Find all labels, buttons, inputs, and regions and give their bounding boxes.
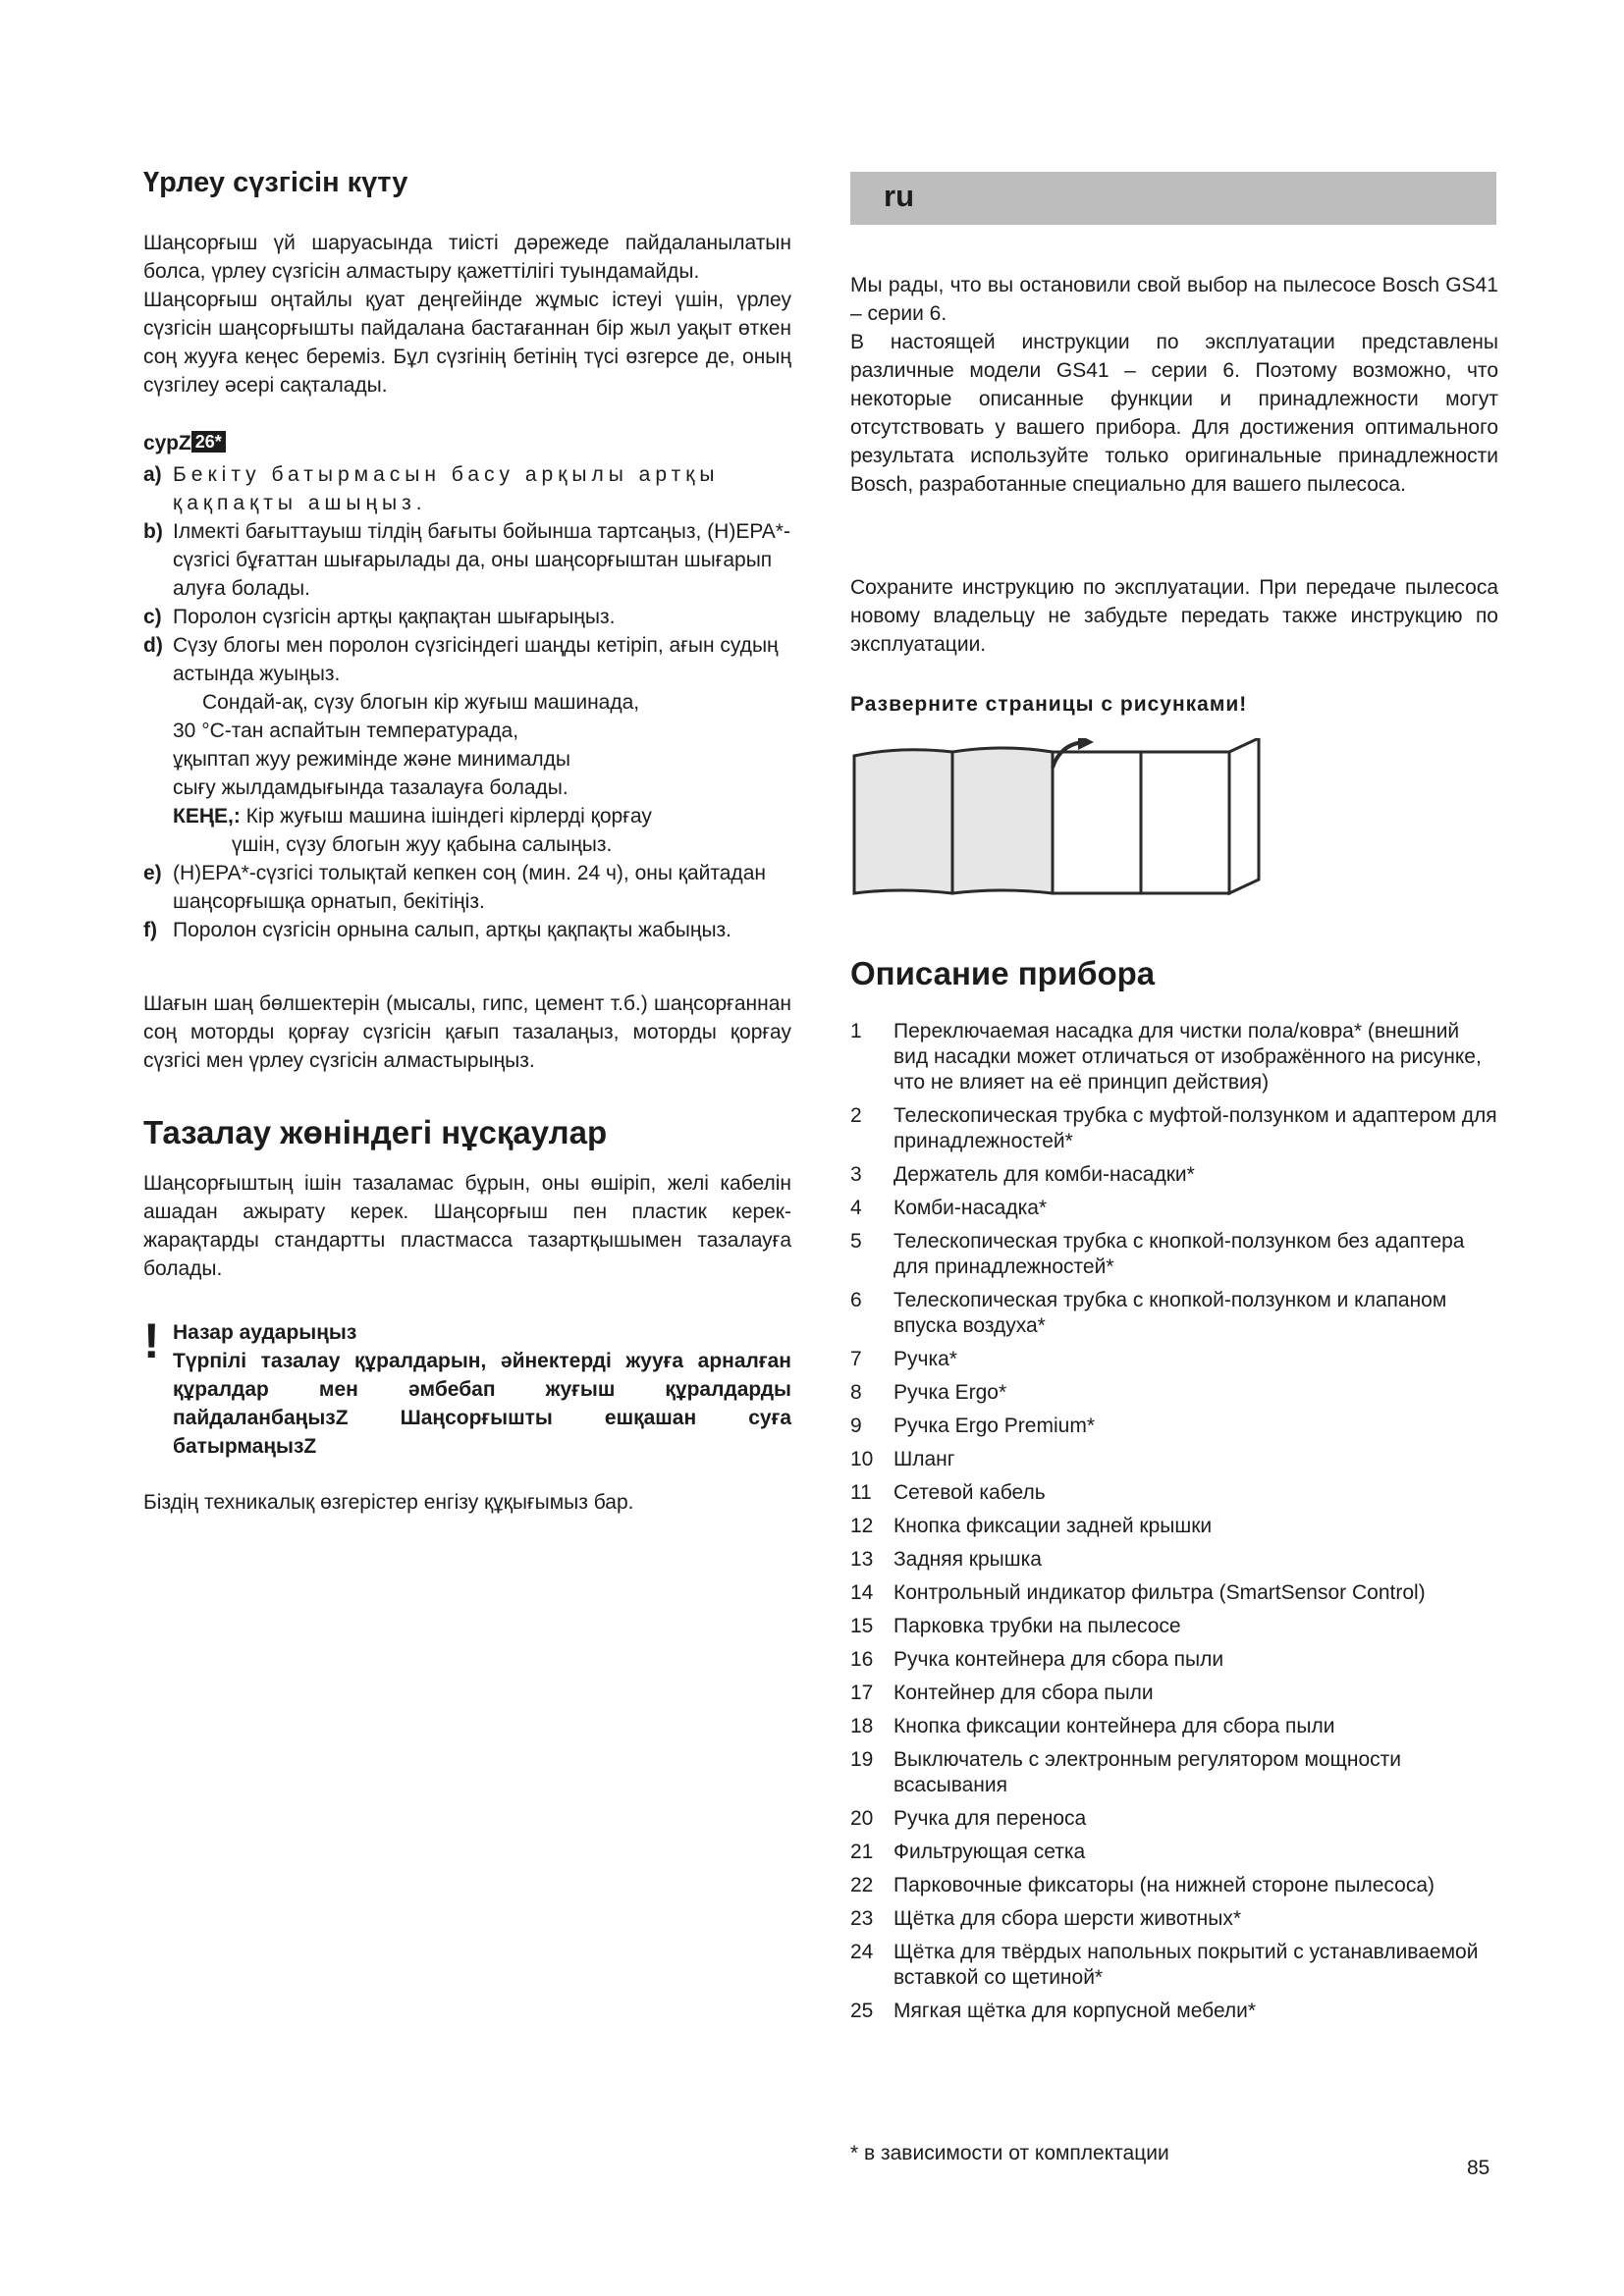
item-number: 18 <box>850 1715 874 1737</box>
list-item <box>850 1547 1498 1573</box>
step-item <box>143 460 791 517</box>
item-number: 1 <box>850 1020 862 1042</box>
item-number: 21 <box>850 1841 874 1863</box>
item-number: 4 <box>850 1197 862 1219</box>
left-column <box>143 147 791 1517</box>
unfold-book-illustration <box>850 738 1263 905</box>
item-text: Телескопическая трубка с кнопкой-ползунком без адаптера для принадлежностей* <box>893 1230 1465 1278</box>
step-item <box>143 603 791 631</box>
step-d-extra-line: ұқыптап жуу режимінде және минималды <box>173 748 570 771</box>
step-text: Поролон сүзгісін артқы қақпақтан шығарыңыз. <box>173 606 616 628</box>
step-text: Поролон сүзгісін орнына салып, артқы қақпақты жабыңыз. <box>173 919 732 941</box>
item-number: 8 <box>850 1381 862 1404</box>
steps-list <box>143 460 791 944</box>
item-text: Ручка контейнера для сбора пыли <box>893 1648 1224 1671</box>
item-number: 14 <box>850 1581 874 1604</box>
unfold-pages-label: Разверните страницы с рисунками! <box>850 693 1248 716</box>
parts-list <box>850 1019 1498 2032</box>
tech-changes-note: Біздің техникалық өзгерістер енгізу құқығымыз бар. <box>143 1491 634 1514</box>
item-number: 15 <box>850 1615 874 1637</box>
tip-text: Кір жуғыш машина ішіндегі кірлерді қорғау <box>245 805 652 828</box>
item-text: Сетевой кабель <box>893 1481 1046 1504</box>
item-text: Задняя крышка <box>893 1548 1042 1571</box>
step-item <box>143 916 791 944</box>
list-item <box>850 1647 1498 1673</box>
item-number: 5 <box>850 1230 862 1253</box>
list-item <box>850 1288 1498 1339</box>
item-number: 19 <box>850 1748 874 1771</box>
step-text: Сүзу блогы мен поролон сүзгісіндегі шаңды кетіріп, ағын судың астында жуыңыз. <box>173 634 779 685</box>
figure-ref-prefix: сурZ <box>143 432 191 454</box>
item-text: Контрольный индикатор фильтра (SmartSensor Control) <box>893 1581 1426 1604</box>
item-number: 17 <box>850 1682 874 1704</box>
step-label: f) <box>143 919 157 941</box>
item-number: 10 <box>850 1448 874 1470</box>
list-item <box>850 1999 1498 2024</box>
section-title-filter-care: Үрлеу сүзгісін күту <box>143 167 408 198</box>
section-title-cleaning: Тазалау жөніндегі нұсқаулар <box>143 1114 608 1150</box>
list-item <box>850 1614 1498 1639</box>
item-text: Кнопка фиксации задней крышки <box>893 1515 1213 1537</box>
list-item <box>850 1380 1498 1406</box>
step-d-extra-line: Сондай-ақ, сүзу блогын кір жуғыш машинада, <box>202 691 640 714</box>
list-item <box>850 1347 1498 1372</box>
list-item <box>850 1580 1498 1606</box>
ru-intro-paragraph: Мы рады, что вы остановили свой выбор на пылесосе Bosch GS41 – серии 6. <box>850 274 1498 325</box>
warning-block <box>143 1313 791 1461</box>
step-d-extra-line: сығу жылдамдығында тазалауға болады. <box>173 776 568 799</box>
list-item <box>850 1196 1498 1221</box>
item-number: 3 <box>850 1163 862 1186</box>
item-text: Шланг <box>893 1448 955 1470</box>
item-text: Выключатель с электронным регулятором мощности всасывания <box>893 1748 1401 1796</box>
item-text: Щётка для твёрдых напольных покрытий с устанавливаемой вставкой со щетиной* <box>893 1941 1479 1989</box>
list-item <box>850 1747 1498 1798</box>
ru-intro <box>850 271 1498 499</box>
item-number: 9 <box>850 1415 862 1437</box>
list-item <box>850 1103 1498 1154</box>
dust-paragraph: Шағын шаң бөлшектерін (мысалы, гипс, цемент т.б.) шаңсорғаннан соң моторды қорғау сүзгісін қағып тазалаңыз, моторды қорғау сүзгісі мен үрлеу сүзгісін алмастырыңыз. <box>143 992 791 1072</box>
item-number: 25 <box>850 2000 874 2022</box>
item-text: Телескопическая трубка с муфтой-ползунком и адаптером для принадлежностей* <box>893 1104 1497 1152</box>
list-item <box>850 1840 1498 1865</box>
list-item <box>850 1480 1498 1506</box>
step-item <box>143 859 791 916</box>
step-text: Ілмекті бағыттауыш тілдің бағыты бойынша тартсаңыз, (H)EPA*-сүзгісі бұғаттан шығарылады да, оны шаңсорғыштан шығарып алуға болады. <box>173 520 790 600</box>
list-item <box>850 1447 1498 1472</box>
list-item <box>850 1873 1498 1898</box>
item-text: Ручка Ergo* <box>893 1381 1007 1404</box>
step-text: (H)EPA*-сүзгісі толықтай кепкен соң (мин. 24 ч), оны қайтадан шаңсорғышқа орнатып, бекітіңіз. <box>173 862 766 913</box>
ru-intro-paragraph-2: В настоящей инструкции по эксплуатации представлены различные модели GS41 – серии 6. Поэтому возможно, что некоторые описанные функции и принадлежности могут отсутствовать у вашего прибора. Для достижения оптимального результата используйте только оригинальные принадлежности Bosch, разработанные специально для вашего пылесоса. <box>850 331 1498 496</box>
item-number: 20 <box>850 1807 874 1830</box>
page-number: 85 <box>1467 2157 1490 2179</box>
step-label: e) <box>143 862 162 884</box>
list-item <box>850 1714 1498 1739</box>
item-text: Ручка Ergo Premium* <box>893 1415 1095 1437</box>
list-item <box>850 1806 1498 1832</box>
list-item <box>850 1162 1498 1188</box>
filter-paragraph: Шаңсорғыш үй шаруасында тиісті дәрежеде пайдаланылатын болса, үрлеу сүзгісін алмастыру қажеттілігі туындамайды. <box>143 232 791 283</box>
step-label: a) <box>143 463 162 486</box>
list-item <box>850 1019 1498 1095</box>
item-number: 23 <box>850 1907 874 1930</box>
step-item <box>143 517 791 603</box>
item-text: Контейнер для сбора пыли <box>893 1682 1154 1704</box>
item-number: 12 <box>850 1515 874 1537</box>
item-text: Щётка для сбора шерсти животных* <box>893 1907 1242 1930</box>
footnote: * в зависимости от комплектации <box>850 2142 1169 2164</box>
warning-text: Түрпілі тазалау құралдарын, әйнектерді жууға арналған құралдар мен әмбебап жуғыш құралдарды пайдаланбаңызZ Шаңсорғышты ешқашан суға батырмаңызZ <box>173 1350 791 1458</box>
figure-ref-badge: 26* <box>191 431 226 453</box>
item-number: 7 <box>850 1348 862 1370</box>
item-number: 22 <box>850 1874 874 1896</box>
item-number: 24 <box>850 1941 874 1963</box>
figure-reference <box>143 431 791 456</box>
warning-title: Назар аударыңыз <box>173 1321 357 1344</box>
list-item <box>850 1229 1498 1280</box>
list-item <box>850 1514 1498 1539</box>
list-item <box>850 1681 1498 1706</box>
tip-text-continued: үшін, сүзу блогын жуу қабына салыңыз. <box>232 833 613 856</box>
list-item <box>850 1414 1498 1439</box>
ru-save-instruction: Сохраните инструкцию по эксплуатации. При передаче пылесоса новому владельцу не забудьте передать также инструкцию по эксплуатации. <box>850 576 1498 656</box>
tip-label: КЕҢЕ,: <box>173 805 241 828</box>
exclamation-icon: ! <box>143 1313 160 1368</box>
item-text: Ручка для переноса <box>893 1807 1087 1830</box>
step-text: Бекіту батырмасын басу арқылы артқы қақпақты ашыңыз. <box>173 463 720 514</box>
item-text: Мягкая щётка для корпусной мебели* <box>893 2000 1257 2022</box>
step-label: c) <box>143 606 162 628</box>
cleaning-paragraph: Шаңсорғыштың ішін тазаламас бұрын, оны өшіріп, желі кабелін ашадан ажырату керек. Шаңсорғыш пен пластик керек-жарақтарды стандартты пластмасса тазартқышымен тазалауға болады. <box>143 1172 791 1280</box>
item-number: 2 <box>850 1104 862 1127</box>
item-text: Кнопка фиксации контейнера для сбора пыли <box>893 1715 1335 1737</box>
filter-paragraph-2: Шаңсорғыш оңтайлы қуат деңгейінде жұмыс істеуі үшін, үрлеу сүзгісін шаңсорғышты пайдалана бастағаннан бір жыл уақыт өткен соң жууға кеңес береміз. Бұл сүзгінің бетінің түсі өзгерсе де, оның сүзгілеу әсері сақталады. <box>143 289 791 397</box>
item-text: Комби-насадка* <box>893 1197 1048 1219</box>
item-number: 6 <box>850 1289 862 1311</box>
item-number: 16 <box>850 1648 874 1671</box>
list-item <box>850 1940 1498 1991</box>
item-text: Переключаемая насадка для чистки пола/ковра* (внешний вид насадки может отличаться от изображённого на рисунке, что не влияет на её принцип действия) <box>893 1020 1482 1094</box>
item-text: Парковочные фиксаторы (на нижней стороне пылесоса) <box>893 1874 1435 1896</box>
item-text: Парковка трубки на пылесосе <box>893 1615 1181 1637</box>
item-number: 11 <box>850 1481 872 1504</box>
step-label: b) <box>143 520 163 543</box>
item-text: Телескопическая трубка с кнопкой-ползунком и клапаном впуска воздуха* <box>893 1289 1447 1337</box>
item-text: Ручка* <box>893 1348 957 1370</box>
item-text: Фильтрующая сетка <box>893 1841 1086 1863</box>
language-code: ru <box>884 179 914 213</box>
list-item <box>850 1906 1498 1932</box>
step-d-extra-line: 30 °C-тан аспайтын температурада, <box>173 720 519 742</box>
language-header-bar <box>850 172 1496 225</box>
section-title-device-description: Описание прибора <box>850 955 1156 991</box>
step-label: d) <box>143 634 163 657</box>
tip-note <box>143 802 791 859</box>
item-number: 13 <box>850 1548 874 1571</box>
step-item <box>143 631 791 688</box>
item-text: Держатель для комби-насадки* <box>893 1163 1195 1186</box>
